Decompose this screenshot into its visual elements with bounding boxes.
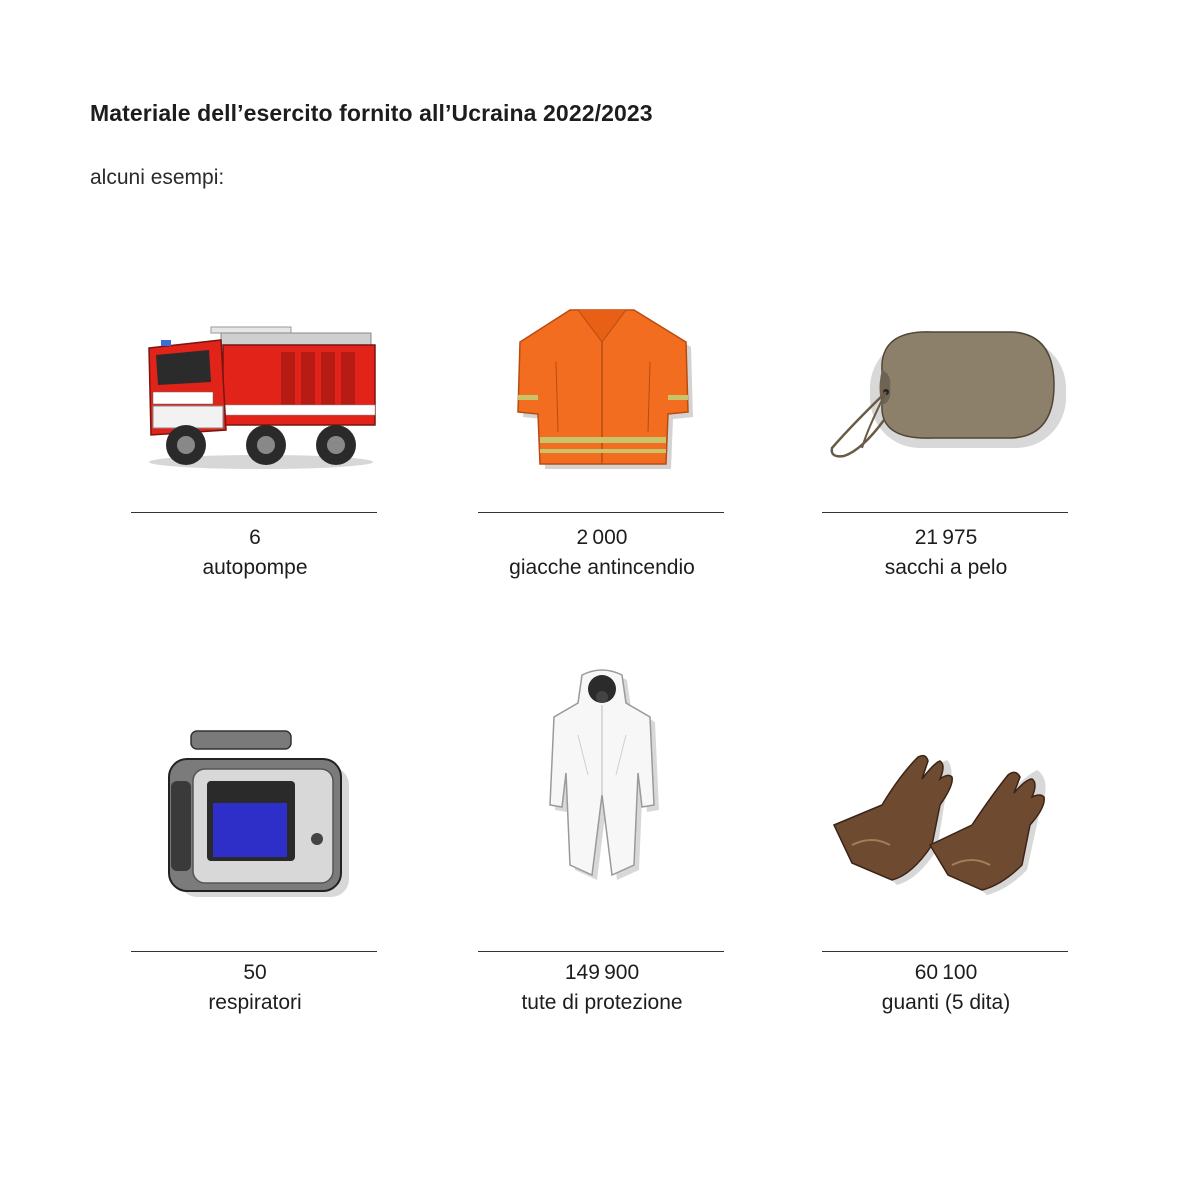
page-subtitle: alcuni esempi: xyxy=(90,166,225,189)
item-label: tute di protezione xyxy=(521,991,683,1014)
item-label: guanti (5 dita) xyxy=(881,991,1011,1014)
divider xyxy=(131,951,377,952)
item-count: 6 xyxy=(249,526,261,549)
item-label: respiratori xyxy=(208,991,302,1014)
item-count: 50 xyxy=(243,961,267,984)
divider xyxy=(822,951,1068,952)
fire-truck-icon xyxy=(131,310,379,490)
divider xyxy=(478,951,724,952)
page-title: Materiale dell’esercito fornito all’Ucraina 2022/2023 xyxy=(90,100,653,126)
jacket-icon xyxy=(478,302,726,482)
divider xyxy=(822,512,1068,513)
hazmat-suit-icon xyxy=(478,665,726,905)
item-label: autopompe xyxy=(202,556,308,579)
item-label: giacche antincendio xyxy=(509,556,695,579)
item-count: 2 000 xyxy=(576,526,628,549)
sleeping-bag-icon xyxy=(822,310,1070,490)
item-count: 149 900 xyxy=(564,961,640,984)
item-label: sacchi a pelo xyxy=(884,556,1008,579)
gloves-icon xyxy=(822,735,1070,915)
item-count: 60 100 xyxy=(914,961,978,984)
ventilator-icon xyxy=(131,721,379,901)
divider xyxy=(478,512,724,513)
divider xyxy=(131,512,377,513)
item-count: 21 975 xyxy=(914,526,978,549)
